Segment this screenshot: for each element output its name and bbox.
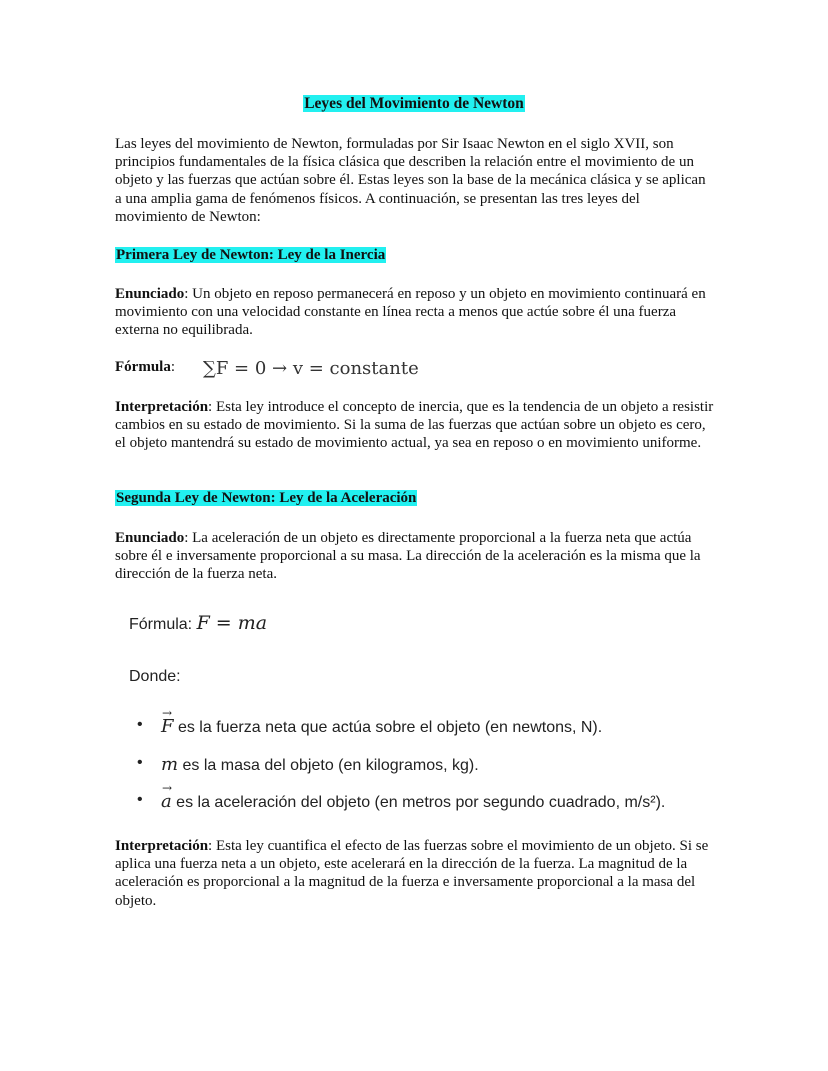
interpretation-label: Interpretación [115,838,209,854]
title-highlight: Leyes del Movimiento de Newton [304,95,524,112]
interpretation-text: : Esta ley introduce el concepto de inercia, que es la tendencia de un objeto a resistir cambios en su estado de movimiento. Si la suma de las fuerzas que actúan sobre un objeto es cero, el objeto mantendrá su estado de movimiento actual, ya sea en reposo o en movimiento uniforme. [115,399,714,452]
list-item-text: es la masa del objeto (en kilogramos, kg). [178,757,479,774]
first-law-heading [115,247,386,264]
formula-inertia: ∑F = 0 → v = constante [203,358,419,379]
force-symbol: → F [161,716,174,737]
formula-label: Fórmula: [129,616,193,633]
mass-symbol: m [161,754,179,775]
first-law-interpretation [115,398,715,453]
donde-label: Donde: [129,668,181,685]
list-item-text: es la aceleración del objeto (en metros por segundo cuadrado, m/s²). [171,794,666,811]
formula-newton: F = ma [196,612,268,634]
interpretation-label: Interpretación [115,399,209,415]
second-law-statement [115,529,715,584]
statement-text: : La aceleración de un objeto es directamente proporcional a la fuerza neta que actúa sobre él e inversamente proporcional a su masa. La dirección de la aceleración es la misma que la dirección de la fuerza neta. [115,530,701,583]
bullet-icon: • [137,754,143,771]
second-law-interpretation [115,837,715,910]
acceleration-symbol: → a [161,791,172,812]
second-law-heading [115,490,417,507]
statement-label: Enunciado [115,530,185,546]
statement-label: Enunciado [115,286,185,302]
first-law-heading-text: Primera Ley de Newton: Ley de la Inercia [116,247,386,263]
formula-label: Fórmula: [115,359,175,375]
second-law-heading-text: Segunda Ley de Newton: Ley de la Aceleración [116,490,417,506]
first-law-statement [115,285,715,340]
interpretation-text: : Esta ley cuantifica el efecto de las fuerzas sobre el movimiento de un objeto. Si se aplica una fuerza neta a un objeto, este acelerará en la dirección de la fuerza. La magnitud de la aceleración es proporcional a la magnitud de la fuerza e inversamente proporcional a la masa del objeto. [115,838,709,909]
document-title [0,95,828,113]
second-law-formula [129,612,267,634]
bullet-icon: • [137,791,143,808]
list-item-text: es la fuerza neta que actúa sobre el objeto (en newtons, N). [173,719,603,736]
first-law-formula [115,358,715,388]
intro-paragraph: Las leyes del movimiento de Newton, formuladas por Sir Isaac Newton en el siglo XVII, son principios fundamentales de la física clásica que describen la relación entre el movimiento de un objeto y las fuerzas que actúan sobre él. Estas leyes son la base de la mecánica clásica y se aplican a una amplia gama de fenómenos físicos. A continuación, se presentan las tres leyes del movimiento de Newton: [115,136,706,225]
statement-text: : Un objeto en reposo permanecerá en reposo y un objeto en movimiento continuará en movimiento con una velocidad constante en línea recta a menos que actúe sobre él una fuerza externa no equilibrada. [115,286,706,339]
bullet-icon: • [137,716,143,733]
